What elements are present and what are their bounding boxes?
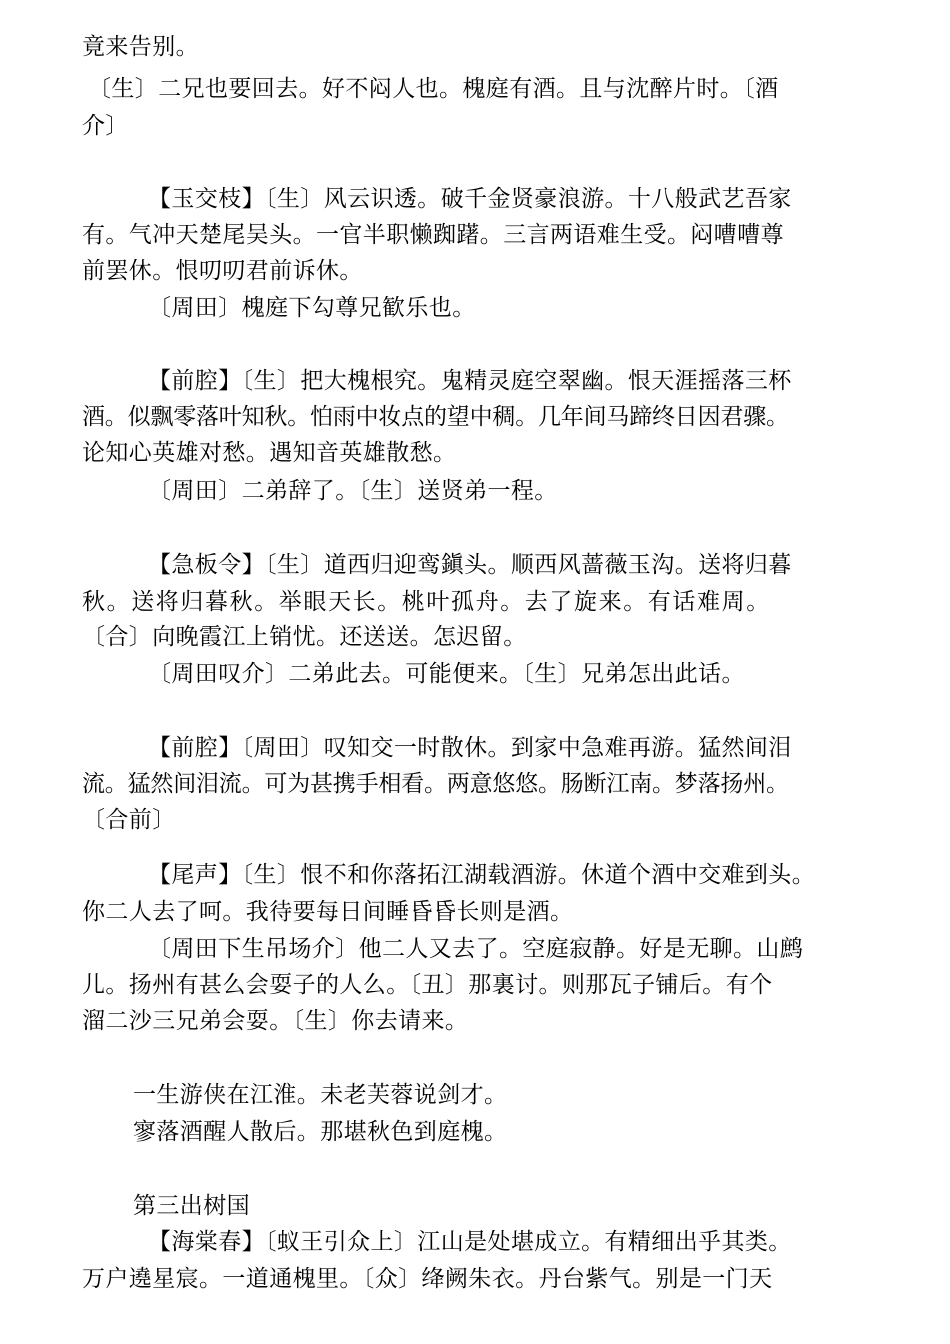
text-line: 酒。似飘零落叶知秋。怕雨中妆点的望中稠。几年间马蹄终日因君骤。 bbox=[82, 404, 789, 430]
section-title: 第三出树国 bbox=[133, 1193, 250, 1219]
text-line: 【急板令】〔生〕道西归迎鸾鎭头。顺西风蔷薇玉沟。送将归暮 bbox=[148, 552, 792, 578]
text-line: 〔合〕向晚霞江上销忧。还送送。怎迟留。 bbox=[82, 624, 527, 650]
text-line: 〔周田〕槐庭下勾尊兄歓乐也。 bbox=[148, 295, 476, 321]
poem-line: 寥落酒醒人散后。那堪秋色到庭槐。 bbox=[133, 1119, 508, 1145]
text-line: 论知心英雄对愁。遇知音英雄散愁。 bbox=[82, 440, 457, 466]
text-line: 【前腔】〔生〕把大槐根究。鬼精灵庭空翠幽。恨天涯摇落三杯 bbox=[148, 368, 792, 394]
text-line: 〔周田〕二弟辞了。〔生〕送贤弟一程。 bbox=[148, 478, 558, 504]
text-line: 万户遶星宸。一道通槐里。〔众〕绛阙朱衣。丹台紫气。别是一门天 bbox=[82, 1266, 773, 1292]
poem-line: 一生游侠在江淮。未老芙蓉说剑才。 bbox=[133, 1082, 508, 1108]
text-line: 【尾声】〔生〕恨不和你落拓江湖载酒游。休道个酒中交难到头。 bbox=[148, 862, 816, 888]
text-line: 秋。送将归暮秋。举眼天长。桃叶孤舟。去了旋来。有话难周。 bbox=[82, 589, 771, 615]
text-line: 〔周田叹介〕二弟此去。可能便来。〔生〕兄弟怎出此话。 bbox=[148, 661, 745, 687]
text-line: 〔合前〕 bbox=[82, 807, 176, 833]
text-line: 〔周田下生吊场介〕他二人又去了。空庭寂静。好是无聊。山鹧 bbox=[148, 936, 804, 962]
text-line: 前罢休。恨叨叨君前诉休。 bbox=[82, 258, 363, 284]
text-line: 【海棠春】〔蚁王引众上〕江山是处堪成立。有精细出乎其类。 bbox=[148, 1229, 792, 1255]
text-line: 你二人去了呵。我待要每日间睡昏昏长则是酒。 bbox=[82, 899, 574, 925]
text-line: 有。气冲天楚尾吴头。一官半职懒踟躇。三言两语难生受。闷嘈嘈尊 bbox=[82, 222, 784, 248]
text-line: 溜二沙三兄弟会耍。〔生〕你去请来。 bbox=[82, 1008, 469, 1034]
text-line: 【玉交枝】〔生〕风云识透。破千金贤豪浪游。十八般武艺吾家 bbox=[148, 186, 792, 212]
text-line: 〔生〕二兄也要回去。好不闷人也。槐庭有酒。且与沈醉片时。〔酒 bbox=[88, 76, 779, 102]
text-line: 流。猛然间泪流。可为甚携手相看。两意悠悠。肠断江南。梦落扬州。 bbox=[82, 771, 789, 797]
text-line: 【前腔】〔周田〕叹知交一时散休。到家中急难再游。猛然间泪 bbox=[148, 735, 792, 761]
text-line: 介〕 bbox=[82, 113, 129, 139]
text-line: 儿。扬州有甚么会耍子的人么。〔丑〕那裏讨。则那瓦子铺后。有个 bbox=[82, 972, 773, 998]
text-line: 竟来告别。 bbox=[82, 34, 199, 60]
